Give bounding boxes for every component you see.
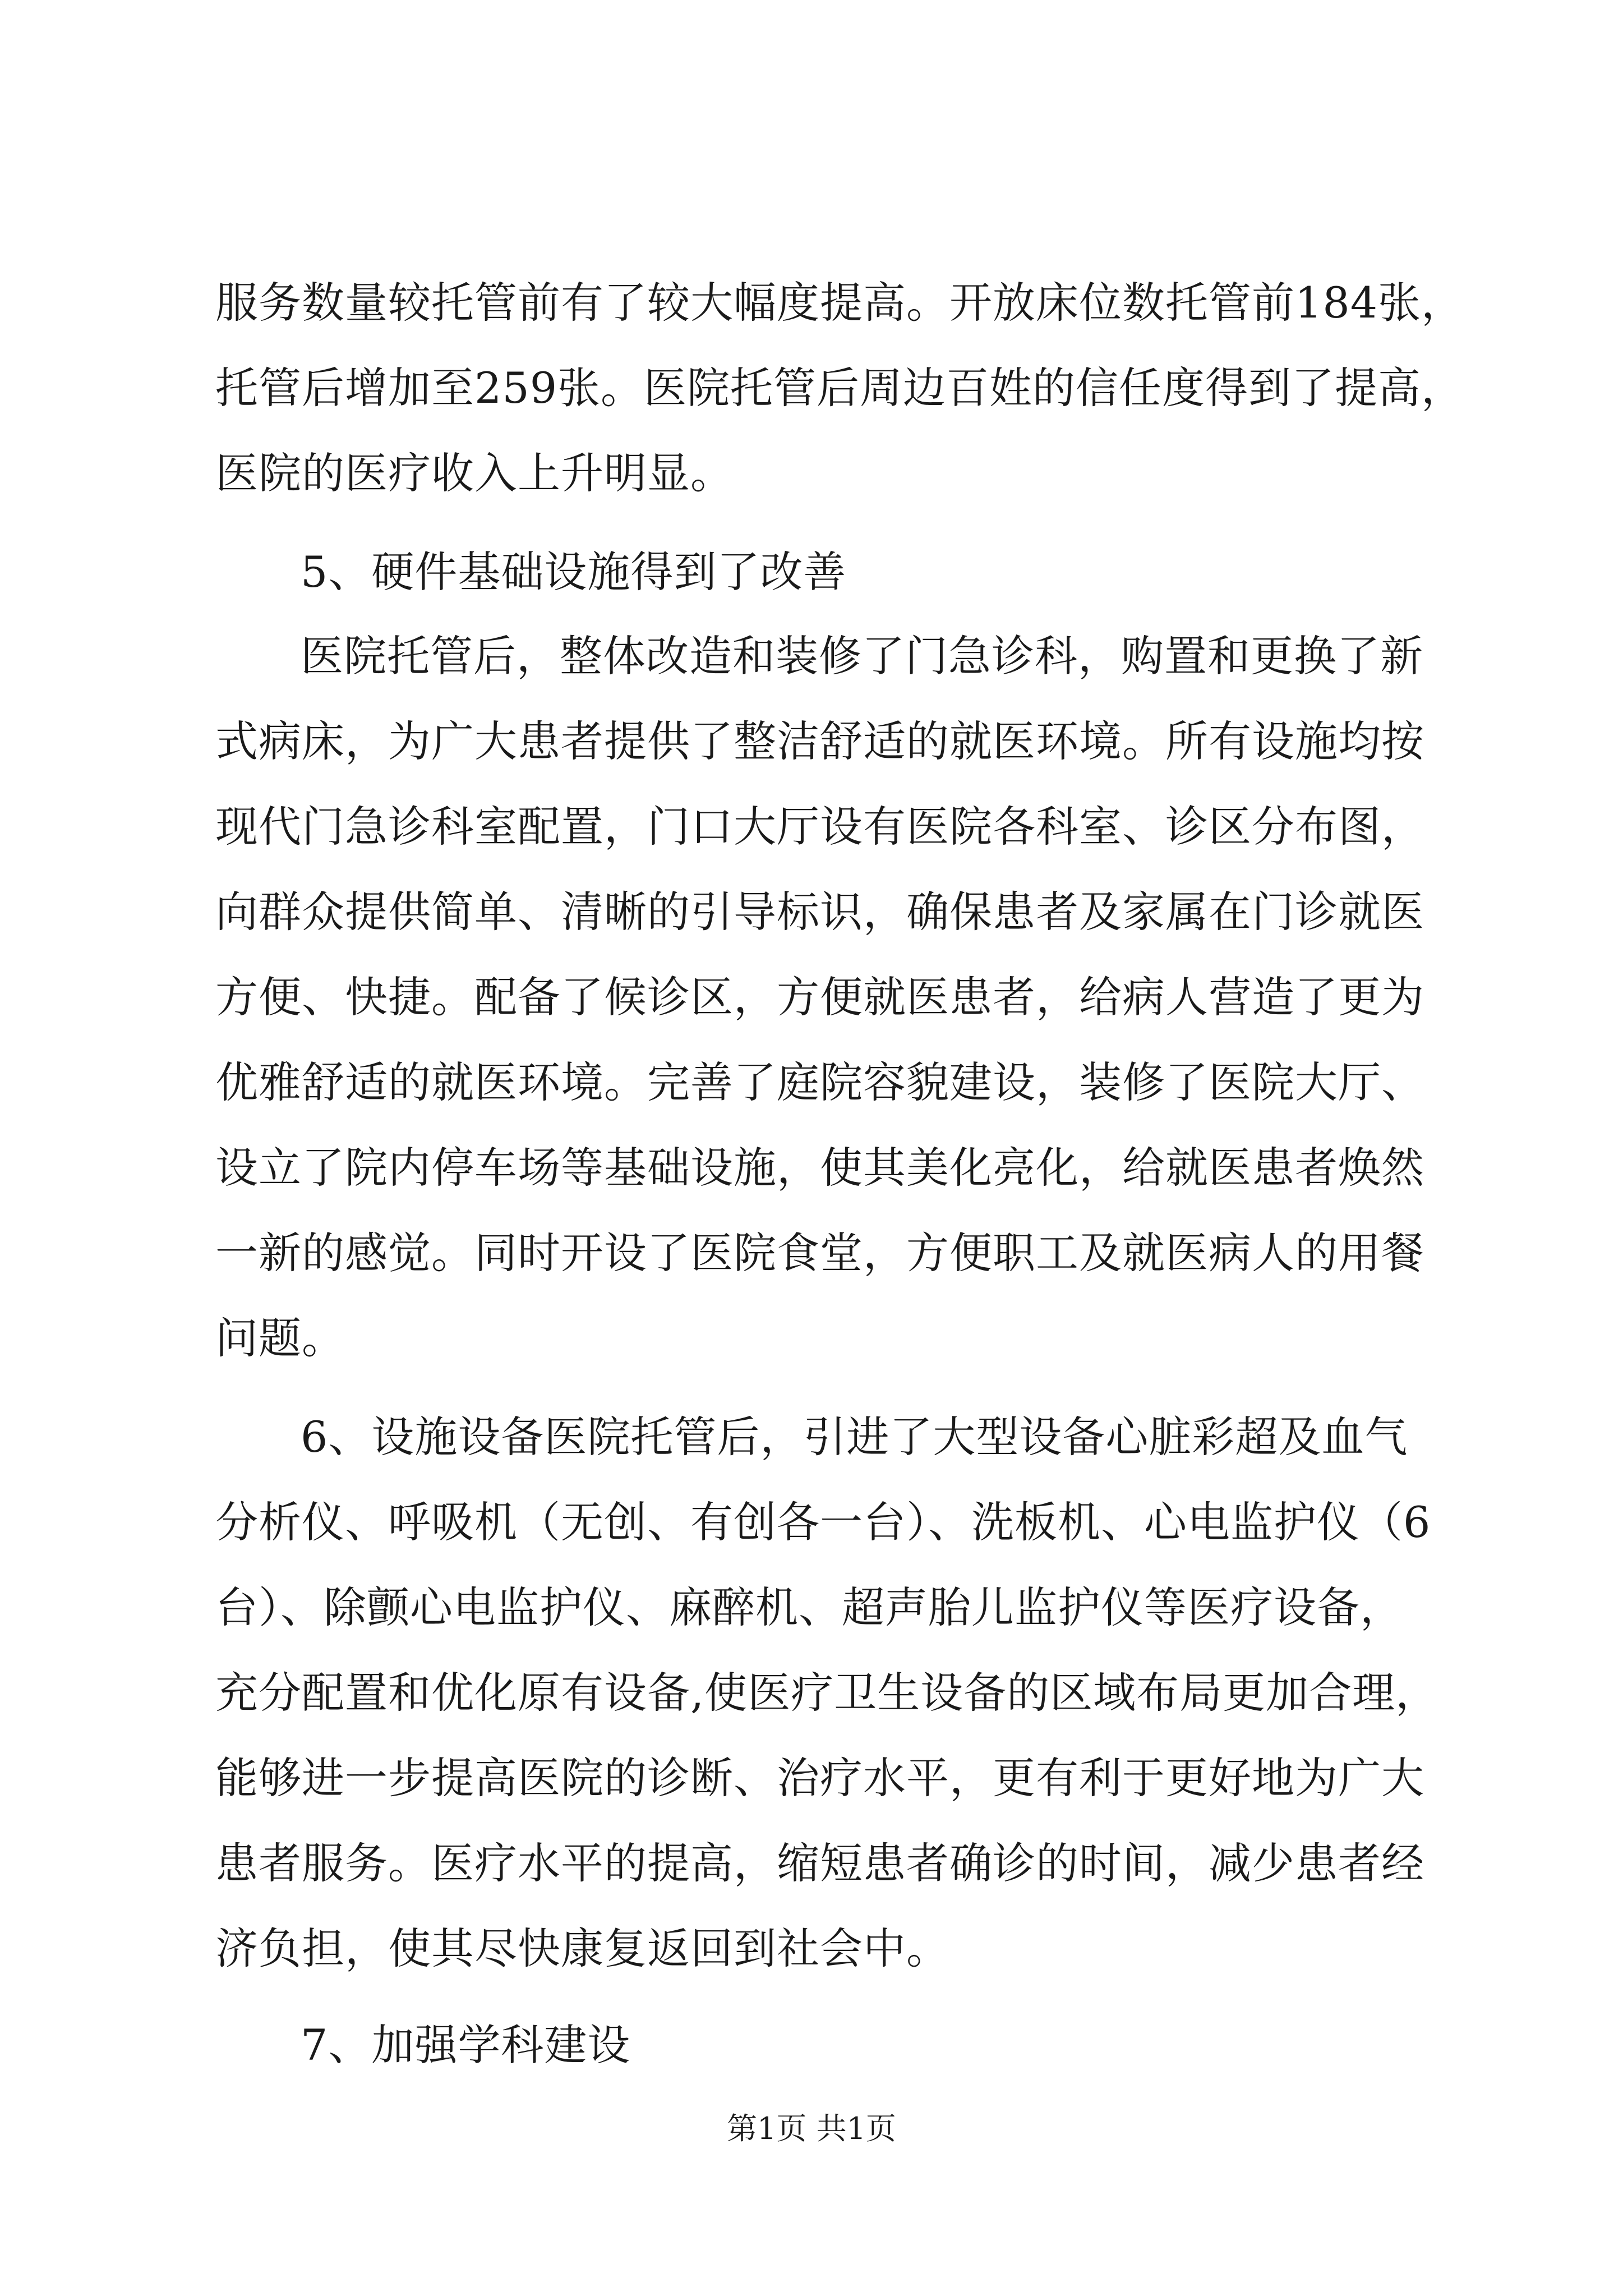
text-line: 向群众提供简单、清晰的引导标识，确保患者及家属在门诊就医 — [215, 887, 1424, 937]
text-line: 济负担，使其尽快康复返回到社会中。 — [215, 1924, 949, 1973]
text-line: 现代门急诊科室配置，门口大厅设有医院各科室、诊区分布图， — [215, 802, 1424, 852]
text-line: 托管后增加至259张。医院托管后周边百姓的信任度得到了提高， — [215, 363, 1465, 413]
text-line: 台）、除颤心电监护仪、麻醉机、超声胎儿监护仪等医疗设备， — [215, 1582, 1403, 1632]
text-line: 患者服务。医疗水平的提高，缩短患者确诊的时间，减少患者经 — [215, 1838, 1424, 1888]
text-line: 充分配置和优化原有设备,使医疗卫生设备的区域布局更加合理， — [215, 1668, 1439, 1718]
section-heading: 7、加强学科建设 — [301, 2020, 631, 2070]
text-line: 分析仪、呼吸机（无创、有创各一台）、洗板机、心电监护仪（6 — [215, 1497, 1431, 1547]
text-line: 服务数量较托管前有了较大幅度提高。开放床位数托管前184张， — [215, 278, 1465, 328]
text-line: 一新的感觉。同时开设了医院食堂，方便职工及就医病人的用餐 — [215, 1228, 1424, 1278]
text-line: 医院的医疗收入上升明显。 — [215, 448, 734, 498]
section-heading: 5、硬件基础设施得到了改善 — [301, 547, 847, 597]
page-number-footer: 第1页 共1页 — [727, 2111, 896, 2146]
section-heading: 6、设施设备医院托管后，引进了大型设备心脏彩超及血气 — [301, 1412, 1408, 1462]
text-line: 优雅舒适的就医环境。完善了庭院容貌建设，装修了医院大厅、 — [215, 1057, 1424, 1107]
text-line: 医院托管后，整体改造和装修了门急诊科，购置和更换了新 — [301, 631, 1423, 681]
text-line: 问题。 — [215, 1313, 345, 1363]
text-line: 设立了院内停车场等基础设施，使其美化亮化，给就医患者焕然 — [215, 1143, 1424, 1193]
text-line: 式病床，为广大患者提供了整洁舒适的就医环境。所有设施均按 — [215, 716, 1424, 766]
text-line: 方便、快捷。配备了候诊区，方便就医患者，给病人营造了更为 — [215, 972, 1424, 1022]
text-line: 能够进一步提高医院的诊断、治疗水平，更有利于更好地为广大 — [215, 1753, 1424, 1803]
